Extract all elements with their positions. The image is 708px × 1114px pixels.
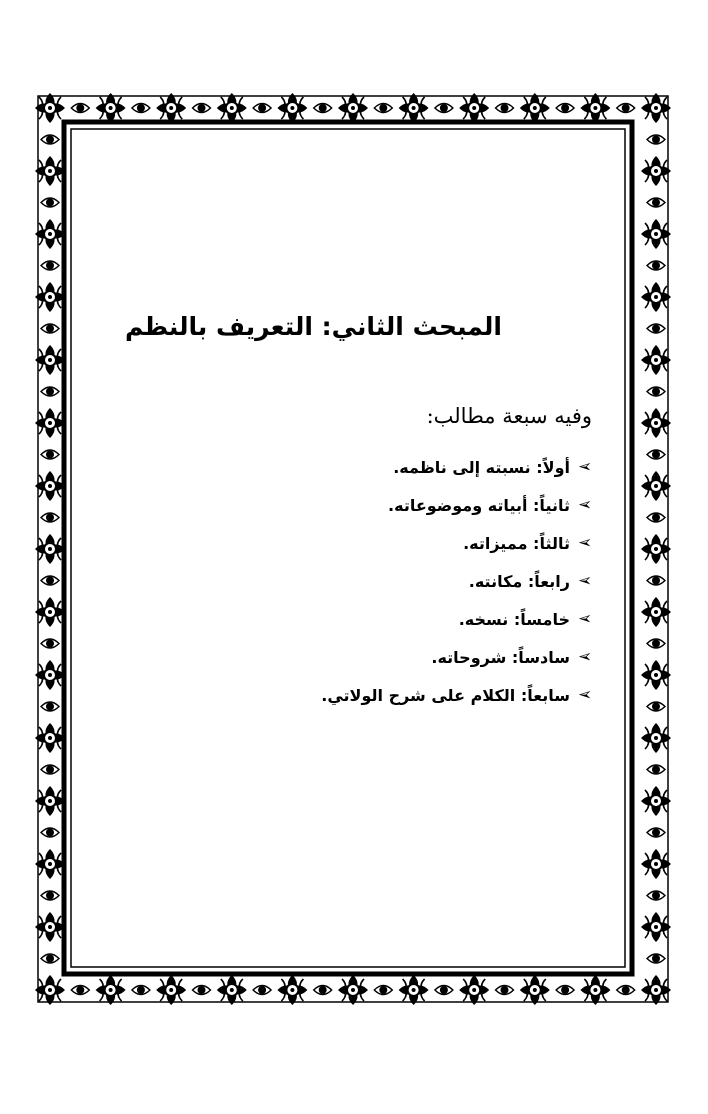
list-item	[321, 486, 592, 524]
border-ornament	[132, 986, 150, 995]
border-ornament	[617, 986, 635, 995]
checkmark-arrow-icon: ➢	[578, 685, 593, 705]
checkmark-arrow-icon: ➢	[578, 533, 593, 553]
border-ornament	[641, 912, 671, 942]
list-item-label: ثالثاً: مميزاته.	[463, 533, 570, 553]
border-ornament	[41, 135, 59, 144]
checkmark-arrow-icon: ➢	[578, 495, 593, 515]
border-ornament	[35, 660, 65, 690]
border-ornament	[496, 104, 514, 113]
border-ornament	[641, 786, 671, 816]
border-ornament	[647, 450, 665, 459]
border-ornament	[132, 104, 150, 113]
border-ornament	[496, 986, 514, 995]
border-ornament	[35, 219, 65, 249]
border-ornament	[35, 282, 65, 312]
border-ornament	[41, 324, 59, 333]
border-ornament	[374, 986, 392, 995]
border-ornament	[647, 261, 665, 270]
border-ornament	[647, 324, 665, 333]
border-ornament	[35, 597, 65, 627]
border-ornament	[41, 891, 59, 900]
border-ornament	[647, 702, 665, 711]
border-ornament	[641, 975, 671, 1005]
list-item-label: رابعاً: مكانته.	[468, 571, 570, 591]
border-ornament	[556, 104, 574, 113]
border-ornament	[647, 387, 665, 396]
border-ornament	[96, 93, 126, 123]
border-ornament	[253, 986, 271, 995]
checkmark-arrow-icon: ➢	[578, 647, 593, 667]
border-ornament	[253, 104, 271, 113]
border-ornament	[399, 975, 429, 1005]
checkmark-arrow-icon: ➢	[578, 457, 593, 477]
border-ornament	[435, 986, 453, 995]
list-item-label: سادساً: شروحاته.	[431, 647, 570, 667]
border-ornament	[35, 93, 65, 123]
border-ornament	[71, 986, 89, 995]
border-ornament	[41, 639, 59, 648]
border-ornament	[41, 513, 59, 522]
border-ornament	[647, 954, 665, 963]
border-ornament	[647, 135, 665, 144]
sections-list	[321, 448, 592, 714]
border-ornament	[35, 723, 65, 753]
border-ornament	[641, 93, 671, 123]
border-ornament	[193, 986, 211, 995]
checkmark-arrow-icon: ➢	[578, 571, 593, 591]
border-ornament	[374, 104, 392, 113]
border-ornament	[641, 471, 671, 501]
border-ornament	[35, 345, 65, 375]
border-ornament	[217, 93, 247, 123]
list-item	[321, 600, 592, 638]
border-ornament	[647, 576, 665, 585]
border-ornament	[641, 660, 671, 690]
border-ornament	[459, 975, 489, 1005]
list-item-label: سابعاً: الكلام على شرح الولاتي.	[321, 685, 570, 705]
border-ornament	[647, 891, 665, 900]
border-ornament	[35, 156, 65, 186]
border-ornament	[520, 93, 550, 123]
border-ornament	[41, 198, 59, 207]
border-ornament	[35, 849, 65, 879]
border-ornament	[96, 975, 126, 1005]
border-ornament	[435, 104, 453, 113]
border-ornament	[41, 765, 59, 774]
border-ornament	[41, 261, 59, 270]
list-item	[321, 638, 592, 676]
border-ornament	[641, 219, 671, 249]
list-item	[321, 676, 592, 714]
border-ornament	[35, 912, 65, 942]
border-ornament	[156, 93, 186, 123]
border-ornament	[35, 975, 65, 1005]
intro-text: وفيه سبعة مطالب:	[426, 404, 592, 428]
border-ornament	[641, 597, 671, 627]
border-ornament	[41, 954, 59, 963]
border-ornament	[35, 471, 65, 501]
border-ornament	[641, 849, 671, 879]
border-ornament	[647, 828, 665, 837]
border-ornament	[41, 828, 59, 837]
border-ornament	[338, 93, 368, 123]
border-ornament	[35, 786, 65, 816]
border-ornament	[277, 93, 307, 123]
border-ornament	[41, 387, 59, 396]
border-ornament	[647, 765, 665, 774]
border-ornament	[647, 639, 665, 648]
list-item	[321, 524, 592, 562]
border-ornament	[314, 104, 332, 113]
list-item	[321, 448, 592, 486]
border-ornament	[647, 198, 665, 207]
list-item-label: خامساً: نسخه.	[458, 609, 570, 629]
list-item-label: أولاً: نسبته إلى ناظمه.	[393, 457, 570, 477]
border-ornament	[41, 702, 59, 711]
border-ornament	[277, 975, 307, 1005]
border-ornament	[338, 975, 368, 1005]
border-ornament	[647, 513, 665, 522]
border-ornament	[641, 723, 671, 753]
border-ornament	[641, 345, 671, 375]
border-ornament	[71, 104, 89, 113]
border-ornament	[35, 408, 65, 438]
border-ornament	[641, 534, 671, 564]
checkmark-arrow-icon: ➢	[578, 609, 593, 629]
border-ornament	[35, 534, 65, 564]
border-ornament	[156, 975, 186, 1005]
border-ornament	[556, 986, 574, 995]
page-title: المبحث الثاني: التعريف بالنظم	[124, 312, 502, 341]
border-ornament	[459, 93, 489, 123]
border-ornament	[580, 93, 610, 123]
border-ornament	[641, 156, 671, 186]
border-ornament	[617, 104, 635, 113]
border-ornament	[314, 986, 332, 995]
border-ornament	[641, 408, 671, 438]
border-ornament	[193, 104, 211, 113]
border-ornament	[399, 93, 429, 123]
border-ornament	[217, 975, 247, 1005]
border-ornament	[41, 576, 59, 585]
list-item	[321, 562, 592, 600]
border-ornament	[580, 975, 610, 1005]
border-ornament	[520, 975, 550, 1005]
border-ornament	[41, 450, 59, 459]
border-ornament	[641, 282, 671, 312]
list-item-label: ثانياً: أبياته وموضوعاته.	[388, 495, 570, 515]
page-content	[70, 130, 626, 968]
